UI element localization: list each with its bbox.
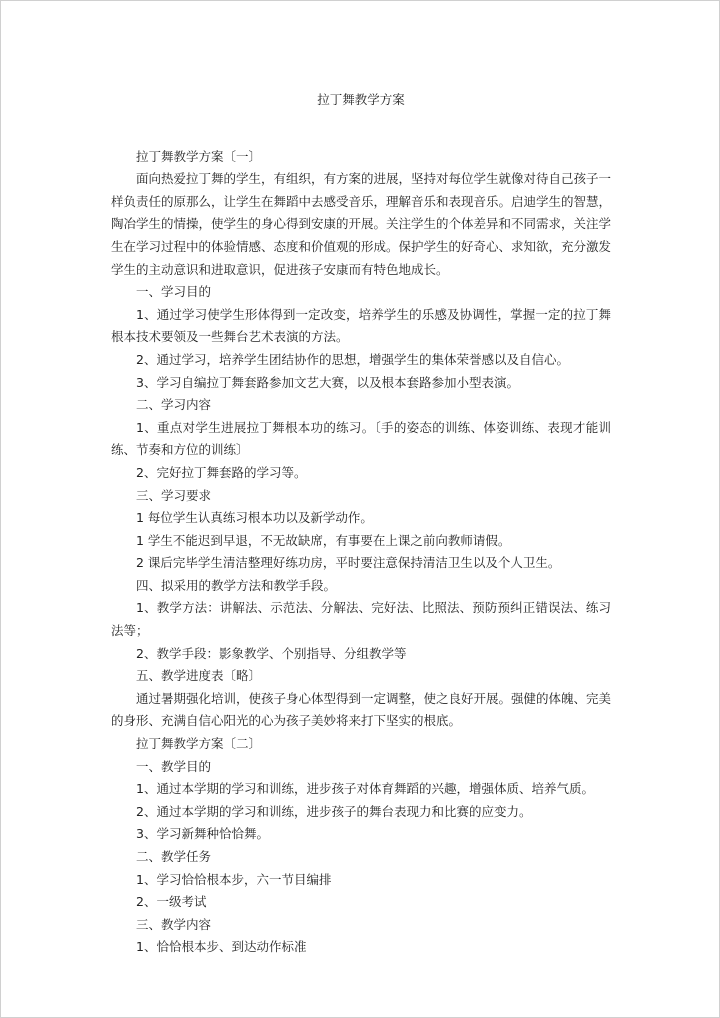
method-item-2: 2、教学手段：影象教学、个别指导、分组教学等 xyxy=(136,645,407,661)
requirement-item-1: 1 每位学生认真练习根本功以及新学动作。 xyxy=(136,510,373,526)
goal-item-3: 3、学习自编拉丁舞套路参加文艺大赛，以及根本套路参加小型表演。 xyxy=(136,374,519,390)
requirement-item-3: 2 课后完毕学生清洁整理好练功房，平时要注意保持清洁卫生以及个人卫生。 xyxy=(136,555,561,571)
heading-teaching-tasks: 二、教学任务 xyxy=(136,849,212,864)
goal-item-2: 2、通过学习，培养学生团结协作的思想，增强学生的集体荣誉感以及自信心。 xyxy=(136,351,569,367)
goal-item-1: 1、通过学习使学生形体得到一定改变，培养学生的乐感及协调性，掌握一定的拉丁舞根本技术要领及一些舞台艺术表演的方法。 xyxy=(111,306,611,345)
heading-learning-goals: 一、学习目的 xyxy=(136,284,212,300)
heading-teaching-content: 三、教学内容 xyxy=(136,916,212,932)
heading-teaching-methods: 四、拟采用的教学方法和教学手段。 xyxy=(136,577,337,593)
teaching-content-item-1: 1、恰恰根本步、到达动作标准 xyxy=(136,939,307,955)
section-heading-plan-one: 拉丁舞教学方案〔一〕 xyxy=(136,148,262,164)
heading-learning-content: 二、学习内容 xyxy=(136,397,212,413)
heading-schedule: 五、教学进度表〔略〕 xyxy=(136,668,262,684)
teaching-goal-item-3: 3、学习新舞种恰恰舞。 xyxy=(136,826,269,842)
content-item-2: 2、完好拉丁舞套路的学习等。 xyxy=(136,464,307,480)
section-heading-plan-two: 拉丁舞教学方案〔二〕 xyxy=(136,736,262,752)
task-item-2: 2、一级考试 xyxy=(136,894,207,910)
teaching-goal-item-2: 2、通过本学期的学习和训练，进步孩子的舞台表现力和比赛的应变力。 xyxy=(136,803,532,819)
requirement-item-2: 1 学生不能迟到早退，不无故缺席，有事要在上课之前向教师请假。 xyxy=(136,532,511,548)
intro-paragraph: 面向热爱拉丁舞的学生，有组织，有方案的进展，坚持对每位学生就像对待自己孩子一样负责任的原那么，让学生在舞蹈中去感受音乐，理解音乐和表现音乐。启迪学生的智慧，陶冶学生的情操，使学生的身心得到安康的开展。关注学生的个体差异和不同需求，关注学生在学习过程中的体验情感、态度和价值观的形成。保护学生的好奇心、求知欲，充分激发学生的主动意识和进取意识，促进孩子安康而有特色地成长。 xyxy=(111,171,612,277)
heading-learning-requirements: 三、学习要求 xyxy=(136,487,212,503)
document-title: 拉丁舞教学方案 xyxy=(317,92,405,107)
task-item-1: 1、学习恰恰根本步，六一节目编排 xyxy=(136,871,332,887)
content-item-1: 1、重点对学生进展拉丁舞根本功的练习。〔手的姿态的训练、体姿训练、表现才能训练、节奏和方位的训练〕 xyxy=(111,419,611,458)
summary-paragraph: 通过暑期强化培训，使孩子身心体型得到一定调整，使之良好开展。强健的体魄、完美的身形、充满自信心阳光的心为孩子美妙将来打下坚实的根底。 xyxy=(111,690,612,729)
heading-teaching-goals: 一、教学目的 xyxy=(136,758,212,774)
teaching-goal-item-1: 1、通过本学期的学习和训练，进步孩子对体育舞蹈的兴趣，增强体质、培养气质。 xyxy=(136,781,594,797)
document-body xyxy=(111,89,611,959)
method-item-1: 1、教学方法：讲解法、示范法、分解法、完好法、比照法、预防预纠正错误法、练习法等； xyxy=(111,600,611,639)
